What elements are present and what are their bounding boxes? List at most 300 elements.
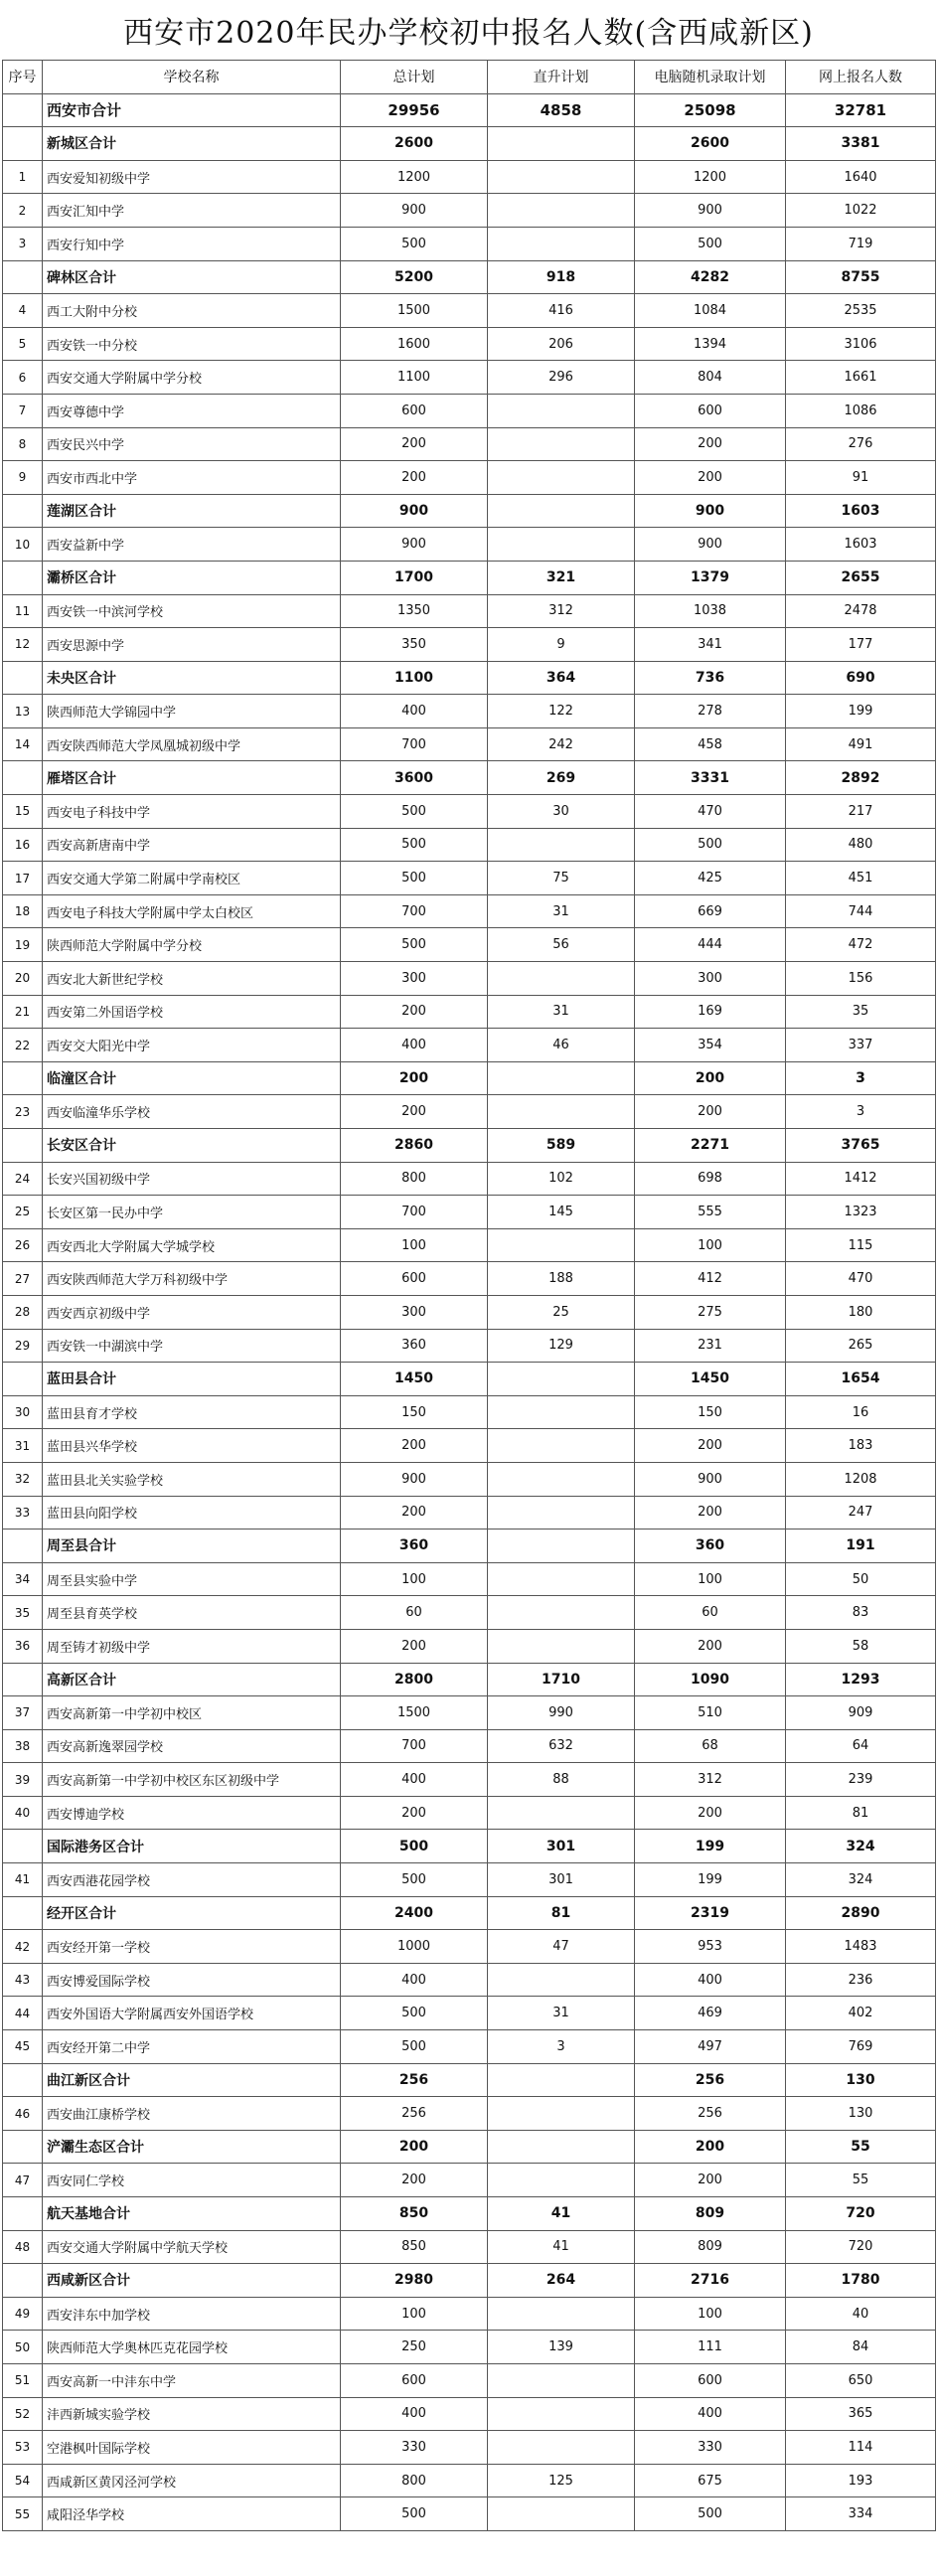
cell-applicants: 324 [786, 1863, 936, 1897]
cell-applicants: 58 [786, 1629, 936, 1663]
table-row [3, 2397, 936, 2431]
cell-index: 19 [3, 928, 43, 962]
cell-total-plan: 1600 [341, 327, 488, 361]
cell-index: 15 [3, 795, 43, 829]
cell-school-name: 西安汇知中学 [43, 194, 341, 228]
cell-total-plan: 200 [341, 1429, 488, 1463]
cell-applicants: 8755 [786, 260, 936, 294]
cell-direct-plan: 269 [488, 761, 635, 795]
cell-school-name: 陕西师范大学附属中学分校 [43, 928, 341, 962]
cell-total-plan: 1200 [341, 160, 488, 194]
cell-total-plan: 700 [341, 727, 488, 761]
cell-direct-plan: 31 [488, 894, 635, 928]
cell-school-name: 西安爱知初级中学 [43, 160, 341, 194]
cell-direct-plan: 88 [488, 1763, 635, 1797]
cell-school-name: 西安高新第一中学初中校区东区初级中学 [43, 1763, 341, 1797]
table-row [3, 1796, 936, 1830]
cell-total-plan: 350 [341, 628, 488, 662]
cell-direct-plan: 990 [488, 1696, 635, 1730]
cell-direct-plan [488, 427, 635, 461]
cell-total-plan: 500 [341, 227, 488, 260]
cell-school-name: 西安陕西师范大学万科初级中学 [43, 1262, 341, 1296]
cell-school-name: 雁塔区合计 [43, 761, 341, 795]
cell-index [3, 561, 43, 594]
table-row [3, 1596, 936, 1630]
cell-school-name: 西安铁一中湖滨中学 [43, 1329, 341, 1363]
table-row [3, 928, 936, 962]
cell-total-plan: 2400 [341, 1896, 488, 1930]
cell-index: 3 [3, 227, 43, 260]
cell-total-plan: 400 [341, 695, 488, 728]
cell-applicants: 217 [786, 795, 936, 829]
cell-random-plan: 200 [635, 1095, 786, 1129]
cell-random-plan: 360 [635, 1530, 786, 1563]
cell-school-name: 西安高新逸翠园学校 [43, 1729, 341, 1763]
cell-total-plan: 900 [341, 528, 488, 562]
cell-index: 30 [3, 1395, 43, 1429]
cell-applicants: 690 [786, 661, 936, 695]
cell-index: 47 [3, 2164, 43, 2197]
cell-direct-plan: 589 [488, 1129, 635, 1163]
cell-school-name: 航天基地合计 [43, 2197, 341, 2231]
subtotal-row [3, 1530, 936, 1563]
cell-applicants: 40 [786, 2297, 936, 2331]
cell-applicants: 35 [786, 995, 936, 1029]
cell-school-name: 浐灞生态区合计 [43, 2130, 341, 2164]
table-row [3, 995, 936, 1029]
cell-index: 27 [3, 1262, 43, 1296]
cell-school-name: 灞桥区合计 [43, 561, 341, 594]
cell-index: 6 [3, 361, 43, 395]
cell-total-plan: 200 [341, 427, 488, 461]
cell-random-plan: 736 [635, 661, 786, 695]
cell-direct-plan [488, 227, 635, 260]
table-row [3, 294, 936, 328]
cell-applicants: 337 [786, 1029, 936, 1062]
subtotal-row [3, 2264, 936, 2298]
cell-index: 49 [3, 2297, 43, 2331]
table-row [3, 1329, 936, 1363]
cell-direct-plan: 364 [488, 661, 635, 695]
cell-applicants: 1412 [786, 1162, 936, 1196]
table-row [3, 2164, 936, 2197]
cell-index: 1 [3, 160, 43, 194]
cell-index: 13 [3, 695, 43, 728]
cell-school-name: 未央区合计 [43, 661, 341, 695]
cell-random-plan: 600 [635, 2363, 786, 2397]
header-school-name: 学校名称 [43, 61, 341, 94]
cell-index: 38 [3, 1729, 43, 1763]
cell-school-name: 西工大附中分校 [43, 294, 341, 328]
cell-index: 29 [3, 1329, 43, 1363]
cell-applicants: 650 [786, 2363, 936, 2397]
cell-random-plan: 200 [635, 1429, 786, 1463]
cell-direct-plan: 25 [488, 1295, 635, 1329]
subtotal-row [3, 127, 936, 161]
cell-index: 36 [3, 1629, 43, 1663]
cell-total-plan: 400 [341, 1963, 488, 1997]
cell-index: 43 [3, 1963, 43, 1997]
cell-random-plan: 555 [635, 1196, 786, 1229]
cell-applicants: 909 [786, 1696, 936, 1730]
cell-school-name: 西安思源中学 [43, 628, 341, 662]
table-row [3, 828, 936, 862]
table-row [3, 1562, 936, 1596]
cell-index: 18 [3, 894, 43, 928]
table-row [3, 2331, 936, 2364]
cell-applicants: 480 [786, 828, 936, 862]
table-row [3, 1262, 936, 1296]
cell-school-name: 西安博迪学校 [43, 1796, 341, 1830]
cell-total-plan: 1500 [341, 1696, 488, 1730]
table-row [3, 594, 936, 628]
cell-school-name: 西安陕西师范大学凤凰城初级中学 [43, 727, 341, 761]
cell-applicants: 84 [786, 2331, 936, 2364]
cell-applicants: 451 [786, 862, 936, 895]
table-row [3, 1963, 936, 1997]
cell-applicants: 115 [786, 1228, 936, 1262]
cell-applicants: 130 [786, 2063, 936, 2097]
cell-total-plan: 500 [341, 1863, 488, 1897]
cell-index [3, 2264, 43, 2298]
cell-direct-plan [488, 2497, 635, 2531]
table-row [3, 461, 936, 495]
cell-direct-plan: 188 [488, 1262, 635, 1296]
cell-applicants: 1661 [786, 361, 936, 395]
cell-total-plan: 1450 [341, 1363, 488, 1396]
table-row [3, 2297, 936, 2331]
cell-index: 44 [3, 1997, 43, 2030]
table-row [3, 427, 936, 461]
cell-applicants: 191 [786, 1530, 936, 1563]
cell-applicants: 1603 [786, 494, 936, 528]
cell-index [3, 661, 43, 695]
cell-direct-plan [488, 962, 635, 996]
cell-total-plan: 600 [341, 1262, 488, 1296]
cell-direct-plan: 81 [488, 1896, 635, 1930]
cell-index: 52 [3, 2397, 43, 2431]
cell-index [3, 2197, 43, 2231]
cell-applicants: 365 [786, 2397, 936, 2431]
cell-applicants: 1640 [786, 160, 936, 194]
cell-school-name: 西安西京初级中学 [43, 1295, 341, 1329]
enrollment-table [2, 60, 936, 2531]
cell-direct-plan [488, 2431, 635, 2465]
table-row [3, 1429, 936, 1463]
cell-applicants: 64 [786, 1729, 936, 1763]
table-row [3, 1629, 936, 1663]
cell-index [3, 1129, 43, 1163]
cell-total-plan: 250 [341, 2331, 488, 2364]
cell-total-plan: 700 [341, 1729, 488, 1763]
cell-total-plan: 800 [341, 2464, 488, 2497]
cell-total-plan: 360 [341, 1329, 488, 1363]
cell-direct-plan: 125 [488, 2464, 635, 2497]
cell-random-plan: 2716 [635, 2264, 786, 2298]
cell-applicants: 114 [786, 2431, 936, 2465]
cell-index: 51 [3, 2363, 43, 2397]
cell-total-plan: 1700 [341, 561, 488, 594]
table-row [3, 962, 936, 996]
cell-total-plan: 500 [341, 1830, 488, 1863]
cell-direct-plan [488, 1061, 635, 1095]
cell-direct-plan: 31 [488, 1997, 635, 2030]
cell-direct-plan: 9 [488, 628, 635, 662]
cell-applicants: 491 [786, 727, 936, 761]
cell-applicants: 276 [786, 427, 936, 461]
cell-random-plan: 200 [635, 2164, 786, 2197]
cell-index: 9 [3, 461, 43, 495]
cell-applicants: 3 [786, 1061, 936, 1095]
cell-direct-plan [488, 1095, 635, 1129]
cell-school-name: 蓝田县合计 [43, 1363, 341, 1396]
table-row [3, 2431, 936, 2465]
cell-applicants: 324 [786, 1830, 936, 1863]
cell-random-plan: 330 [635, 2431, 786, 2465]
cell-applicants: 265 [786, 1329, 936, 1363]
cell-school-name: 西安交通大学第二附属中学南校区 [43, 862, 341, 895]
cell-direct-plan: 145 [488, 1196, 635, 1229]
cell-index [3, 2130, 43, 2164]
cell-random-plan: 804 [635, 361, 786, 395]
cell-random-plan: 200 [635, 427, 786, 461]
total-row [3, 93, 936, 127]
cell-direct-plan: 312 [488, 594, 635, 628]
cell-applicants: 472 [786, 928, 936, 962]
cell-total-plan: 600 [341, 2363, 488, 2397]
subtotal-row [3, 260, 936, 294]
cell-direct-plan [488, 828, 635, 862]
cell-school-name: 西安第二外国语学校 [43, 995, 341, 1029]
cell-direct-plan: 296 [488, 361, 635, 395]
cell-random-plan: 200 [635, 1061, 786, 1095]
subtotal-row [3, 661, 936, 695]
cell-random-plan: 341 [635, 628, 786, 662]
cell-direct-plan: 41 [488, 2197, 635, 2231]
cell-school-name: 西安高新唐南中学 [43, 828, 341, 862]
cell-total-plan: 5200 [341, 260, 488, 294]
subtotal-row [3, 1663, 936, 1696]
cell-total-plan: 200 [341, 1061, 488, 1095]
table-row [3, 1162, 936, 1196]
cell-applicants: 2478 [786, 594, 936, 628]
cell-direct-plan: 242 [488, 727, 635, 761]
cell-total-plan: 500 [341, 828, 488, 862]
table-row [3, 1462, 936, 1496]
table-row [3, 327, 936, 361]
cell-school-name: 西咸新区黄冈泾河学校 [43, 2464, 341, 2497]
cell-applicants: 1603 [786, 528, 936, 562]
cell-random-plan: 1379 [635, 561, 786, 594]
cell-index: 37 [3, 1696, 43, 1730]
cell-total-plan: 300 [341, 1295, 488, 1329]
cell-index: 25 [3, 1196, 43, 1229]
table-row [3, 1196, 936, 1229]
cell-index: 42 [3, 1930, 43, 1964]
cell-applicants: 50 [786, 1562, 936, 1596]
subtotal-row [3, 2197, 936, 2231]
cell-direct-plan: 918 [488, 260, 635, 294]
cell-random-plan: 497 [635, 2030, 786, 2064]
cell-school-name: 西安市西北中学 [43, 461, 341, 495]
cell-direct-plan [488, 2164, 635, 2197]
cell-direct-plan [488, 2297, 635, 2331]
cell-direct-plan: 30 [488, 795, 635, 829]
cell-applicants: 2890 [786, 1896, 936, 1930]
subtotal-row [3, 761, 936, 795]
cell-school-name: 新城区合计 [43, 127, 341, 161]
cell-applicants: 32781 [786, 93, 936, 127]
cell-direct-plan [488, 160, 635, 194]
subtotal-row [3, 561, 936, 594]
cell-random-plan: 200 [635, 2130, 786, 2164]
cell-total-plan: 800 [341, 1162, 488, 1196]
cell-index [3, 1896, 43, 1930]
cell-school-name: 国际港务区合计 [43, 1830, 341, 1863]
cell-random-plan: 111 [635, 2331, 786, 2364]
cell-index [3, 494, 43, 528]
cell-index: 20 [3, 962, 43, 996]
cell-direct-plan: 139 [488, 2331, 635, 2364]
header-applicants: 网上报名人数 [786, 61, 936, 94]
cell-index: 22 [3, 1029, 43, 1062]
cell-direct-plan [488, 1429, 635, 1463]
cell-direct-plan: 31 [488, 995, 635, 1029]
cell-total-plan: 1000 [341, 1930, 488, 1964]
cell-school-name: 西安临潼华乐学校 [43, 1095, 341, 1129]
cell-school-name: 周至县合计 [43, 1530, 341, 1563]
cell-index [3, 260, 43, 294]
cell-direct-plan [488, 1395, 635, 1429]
cell-applicants: 183 [786, 1429, 936, 1463]
cell-school-name: 西安交大阳光中学 [43, 1029, 341, 1062]
cell-random-plan: 1038 [635, 594, 786, 628]
cell-random-plan: 354 [635, 1029, 786, 1062]
cell-school-name: 曲江新区合计 [43, 2063, 341, 2097]
cell-school-name: 周至县实验中学 [43, 1562, 341, 1596]
cell-random-plan: 500 [635, 2497, 786, 2531]
cell-index: 7 [3, 394, 43, 427]
cell-school-name: 西安经开第一学校 [43, 1930, 341, 1964]
table-row [3, 695, 936, 728]
cell-random-plan: 900 [635, 494, 786, 528]
cell-random-plan: 100 [635, 1562, 786, 1596]
table-row [3, 2030, 936, 2064]
cell-index: 40 [3, 1796, 43, 1830]
table-row [3, 795, 936, 829]
cell-random-plan: 2271 [635, 1129, 786, 1163]
cell-total-plan: 2800 [341, 1663, 488, 1696]
cell-direct-plan [488, 1596, 635, 1630]
table-row [3, 2097, 936, 2131]
table-row [3, 1863, 936, 1897]
cell-school-name: 西安高新一中沣东中学 [43, 2363, 341, 2397]
cell-direct-plan: 321 [488, 561, 635, 594]
cell-direct-plan: 129 [488, 1329, 635, 1363]
cell-index: 10 [3, 528, 43, 562]
cell-random-plan: 4282 [635, 260, 786, 294]
cell-applicants: 91 [786, 461, 936, 495]
cell-school-name: 高新区合计 [43, 1663, 341, 1696]
cell-total-plan: 700 [341, 894, 488, 928]
cell-total-plan: 900 [341, 1462, 488, 1496]
cell-direct-plan [488, 1963, 635, 1997]
cell-total-plan: 300 [341, 962, 488, 996]
cell-school-name: 西安行知中学 [43, 227, 341, 260]
cell-total-plan: 100 [341, 1228, 488, 1262]
cell-random-plan: 458 [635, 727, 786, 761]
cell-school-name: 蓝田县向阳学校 [43, 1496, 341, 1530]
cell-total-plan: 200 [341, 1796, 488, 1830]
cell-random-plan: 25098 [635, 93, 786, 127]
cell-direct-plan [488, 1363, 635, 1396]
cell-school-name: 西安北大新世纪学校 [43, 962, 341, 996]
table-row [3, 862, 936, 895]
cell-index: 34 [3, 1562, 43, 1596]
cell-direct-plan: 206 [488, 327, 635, 361]
cell-total-plan: 2980 [341, 2264, 488, 2298]
cell-direct-plan: 632 [488, 1729, 635, 1763]
cell-index: 2 [3, 194, 43, 228]
table-row [3, 1496, 936, 1530]
cell-school-name: 蓝田县北关实验学校 [43, 1462, 341, 1496]
cell-school-name: 陕西师范大学奥林匹克花园学校 [43, 2331, 341, 2364]
cell-index: 46 [3, 2097, 43, 2131]
cell-school-name: 周至县育英学校 [43, 1596, 341, 1630]
cell-total-plan: 500 [341, 928, 488, 962]
cell-total-plan: 1100 [341, 661, 488, 695]
subtotal-row [3, 1363, 936, 1396]
cell-total-plan: 500 [341, 862, 488, 895]
cell-random-plan: 469 [635, 1997, 786, 2030]
table-row [3, 1729, 936, 1763]
cell-index: 45 [3, 2030, 43, 2064]
cell-random-plan: 278 [635, 695, 786, 728]
cell-index: 28 [3, 1295, 43, 1329]
table-row [3, 394, 936, 427]
cell-random-plan: 2319 [635, 1896, 786, 1930]
cell-index: 55 [3, 2497, 43, 2531]
cell-total-plan: 900 [341, 494, 488, 528]
cell-school-name: 西安市合计 [43, 93, 341, 127]
cell-index [3, 1061, 43, 1095]
cell-direct-plan [488, 1629, 635, 1663]
cell-school-name: 西安博爱国际学校 [43, 1963, 341, 1997]
cell-total-plan: 600 [341, 394, 488, 427]
cell-school-name: 蓝田县兴华学校 [43, 1429, 341, 1463]
cell-total-plan: 200 [341, 2130, 488, 2164]
cell-random-plan: 698 [635, 1162, 786, 1196]
cell-direct-plan: 102 [488, 1162, 635, 1196]
subtotal-row [3, 494, 936, 528]
cell-random-plan: 900 [635, 528, 786, 562]
cell-applicants: 193 [786, 2464, 936, 2497]
cell-direct-plan: 47 [488, 1930, 635, 1964]
table-row [3, 1763, 936, 1797]
cell-random-plan: 200 [635, 1496, 786, 1530]
cell-direct-plan [488, 461, 635, 495]
cell-direct-plan: 416 [488, 294, 635, 328]
table-row [3, 361, 936, 395]
header-random-plan: 电脑随机录取计划 [635, 61, 786, 94]
cell-total-plan: 150 [341, 1395, 488, 1429]
table-row [3, 1228, 936, 1262]
cell-random-plan: 3331 [635, 761, 786, 795]
cell-applicants: 3106 [786, 327, 936, 361]
cell-applicants: 83 [786, 1596, 936, 1630]
cell-random-plan: 669 [635, 894, 786, 928]
table-row [3, 2497, 936, 2531]
